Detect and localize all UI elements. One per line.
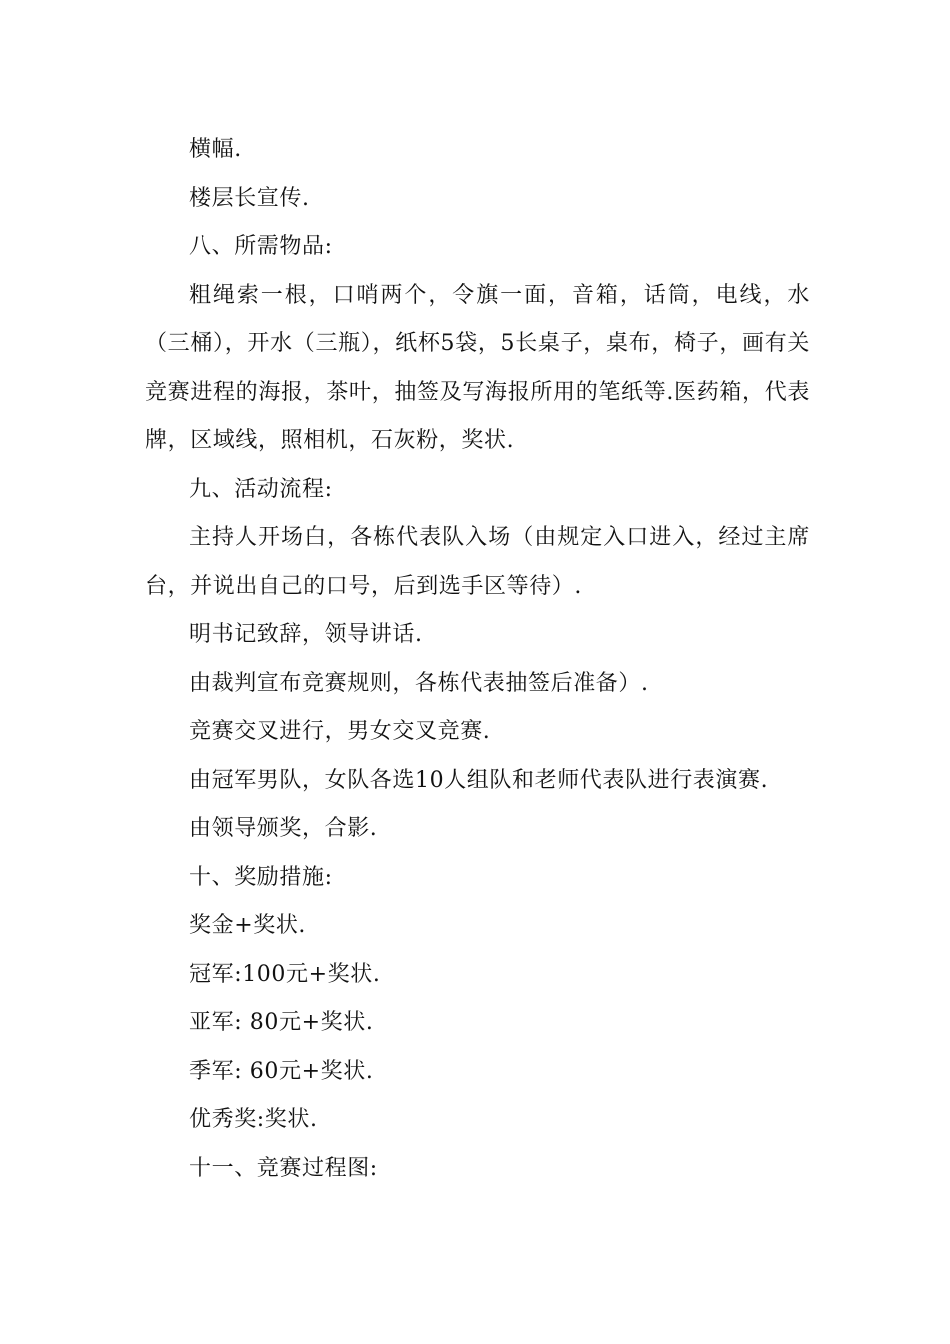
paragraph-third-place-reward: 季军: 60元+奖状. <box>189 1058 374 1084</box>
paragraph-speech: 明书记致辞，领导讲话. <box>189 622 423 647</box>
paragraph-exhibition-match: 由冠军男队，女队各选10人组队和老师代表队进行表演赛. <box>189 767 769 793</box>
section-heading-supplies: 八、所需物品: <box>189 234 333 259</box>
section-heading-activity-flow: 九、活动流程: <box>189 476 333 502</box>
paragraph-rules: 由裁判宣布竞赛规则，各栋代表抽签后准备）. <box>189 670 649 696</box>
section-heading-process-diagram: 十一、竞赛过程图: <box>189 1155 378 1181</box>
document-body <box>145 126 810 1193</box>
paragraph-opening: 主持人开场白，各栋代表队入场（由规定入口进入，经过主席台，并说出自己的口号，后到选手区等待）. <box>145 525 810 599</box>
paragraph-runner-up-reward: 亚军: 80元+奖状. <box>189 1010 374 1035</box>
paragraph-floor-publicity: 楼层长宣传. <box>189 185 310 211</box>
paragraph-banner: 横幅. <box>189 137 242 162</box>
section-heading-rewards: 十、奖励措施: <box>189 864 333 890</box>
paragraph-champion-reward: 冠军:100元+奖状. <box>189 961 381 987</box>
paragraph-reward-type: 奖金+奖状. <box>189 913 307 938</box>
paragraph-excellence-award: 优秀奖:奖状. <box>189 1107 318 1132</box>
paragraph-competition: 竞赛交叉进行，男女交叉竞赛. <box>189 719 491 744</box>
paragraph-awards-photo: 由领导颁奖，合影. <box>189 816 378 841</box>
paragraph-supplies-list: 粗绳索一根，口哨两个，令旗一面，音箱，话筒，电线，水（三桶），开水（三瓶），纸杯5袋，5长桌子，桌布，椅子，画有关竞赛进程的海报，茶叶，抽签及写海报所用的笔纸等.医药箱，代表牌，区域线，照相机，石灰粉，奖状. <box>145 282 810 453</box>
